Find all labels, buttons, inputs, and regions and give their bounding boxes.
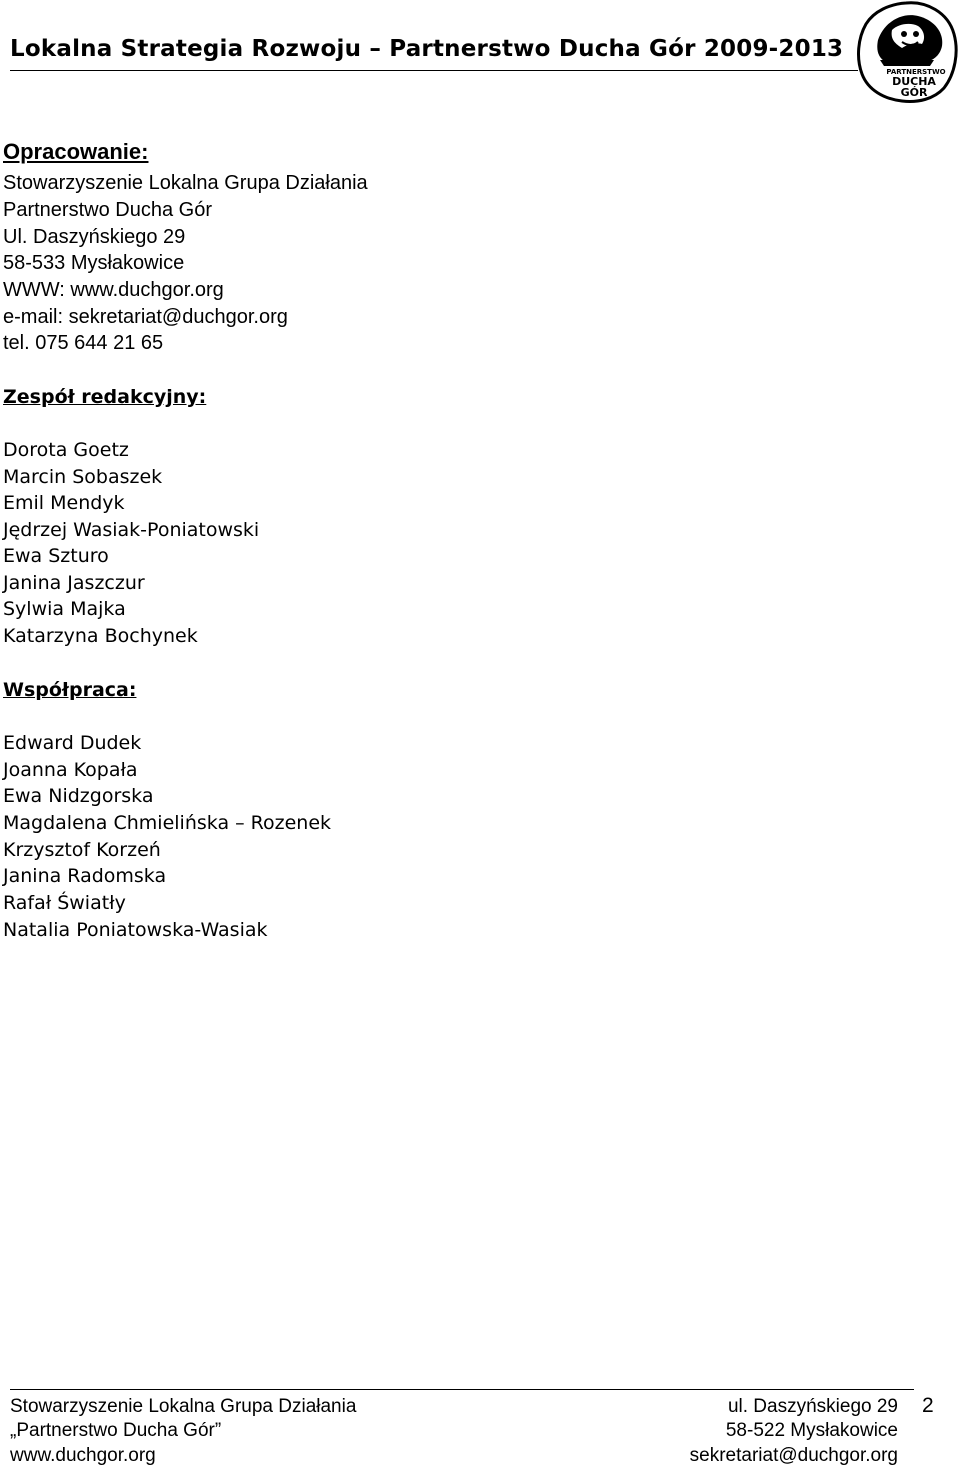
opracowanie-line: Stowarzyszenie Lokalna Grupa Działania	[3, 172, 368, 194]
partnerstwo-ducha-gor-logo-icon	[856, 0, 958, 104]
logo-line-1: PARTNERSTWO	[886, 68, 946, 76]
wspolpraca-name: Joanna Kopała	[3, 759, 138, 781]
wspolpraca-name: Janina Radomska	[3, 865, 167, 887]
footer-street: ul. Daszyńskiego 29	[727, 1396, 898, 1417]
zespol-name: Katarzyna Bochynek	[3, 625, 198, 647]
footer-org-subname: „Partnerstwo Ducha Gór”	[10, 1420, 222, 1441]
page-number: 2	[922, 1394, 934, 1417]
opracowanie-line: e-mail: sekretariat@duchgor.org	[3, 306, 288, 328]
header-divider	[10, 70, 858, 71]
opracowanie-heading: Opracowanie:	[3, 139, 149, 164]
wspolpraca-name: Edward Dudek	[3, 732, 142, 754]
wspolpraca-name: Ewa Nidzgorska	[3, 785, 154, 807]
page-header-title: Lokalna Strategia Rozwoju – Partnerstwo Ducha Gór 2009-2013	[10, 36, 844, 62]
footer-city: 58-522 Mysłakowice	[725, 1420, 898, 1441]
wspolpraca-name: Natalia Poniatowska-Wasiak	[3, 919, 268, 941]
zespol-name: Emil Mendyk	[3, 492, 125, 514]
logo-line-2: DUCHA	[892, 75, 936, 88]
opracowanie-line: Ul. Daszyńskiego 29	[3, 226, 186, 248]
opracowanie-line: 58-533 Mysłakowice	[3, 252, 185, 274]
zespol-name: Janina Jaszczur	[3, 572, 145, 594]
footer-email: sekretariat@duchgor.org	[689, 1445, 898, 1466]
logo-line-3: GÓR	[900, 86, 928, 99]
zespol-name: Ewa Szturo	[3, 545, 109, 567]
wspolpraca-name: Magdalena Chmielińska – Rozenek	[3, 812, 332, 834]
zespol-name: Dorota Goetz	[3, 439, 129, 461]
zespol-name: Marcin Sobaszek	[3, 466, 163, 488]
opracowanie-line: tel. 075 644 21 65	[3, 332, 164, 354]
footer-divider	[10, 1389, 914, 1390]
opracowanie-line: Partnerstwo Ducha Gór	[3, 199, 212, 221]
zespol-heading: Zespół redakcyjny:	[3, 386, 207, 408]
wspolpraca-heading: Współpraca:	[3, 679, 137, 701]
opracowanie-line: WWW: www.duchgor.org	[3, 279, 224, 301]
zespol-name: Sylwia Majka	[3, 598, 126, 620]
footer-website: www.duchgor.org	[10, 1445, 156, 1466]
wspolpraca-name: Krzysztof Korzeń	[3, 839, 161, 861]
zespol-name: Jędrzej Wasiak-Poniatowski	[3, 519, 260, 541]
wspolpraca-name: Rafał Światły	[3, 892, 126, 914]
footer-org-name: Stowarzyszenie Lokalna Grupa Działania	[10, 1396, 357, 1417]
